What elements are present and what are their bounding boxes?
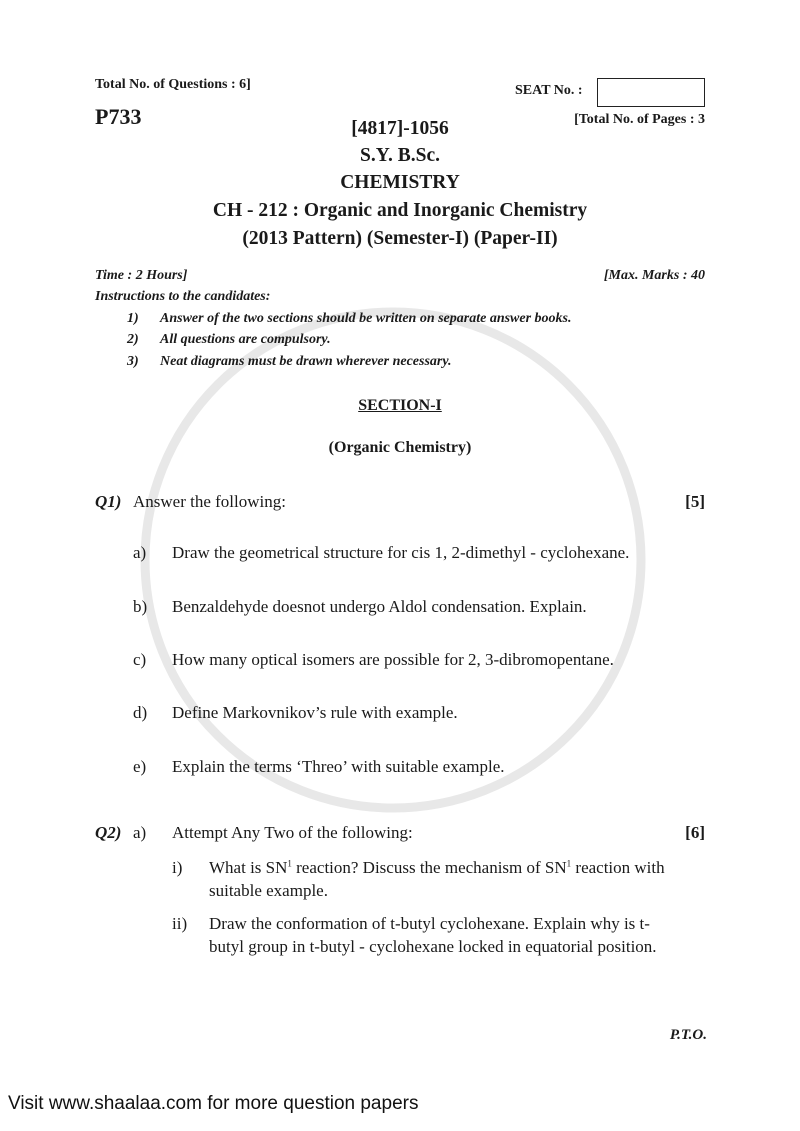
- time: Time : 2 Hours]: [95, 268, 188, 283]
- text-segment: reaction? Discuss the mechanism of SN: [291, 858, 567, 877]
- paper-title: CH - 212 : Organic and Inorganic Chemistry: [212, 200, 588, 221]
- instruction-text: Answer of the two sections should be written on separate answer books.: [160, 311, 572, 326]
- q1-part-label: a): [133, 543, 147, 562]
- total-questions: Total No. of Questions : 6]: [95, 77, 251, 92]
- q1-part-label: d): [133, 703, 148, 722]
- instruction-text: Neat diagrams must be drawn wherever necessary.: [160, 354, 452, 369]
- q1-part-label: c): [133, 650, 147, 669]
- q2-part-label: a): [133, 823, 147, 842]
- text-segment: What is SN: [209, 858, 288, 877]
- q1-part-text: Explain the terms ‘Threo’ with suitable example.: [172, 757, 505, 776]
- superscript: 1: [287, 858, 292, 869]
- q1-part-text: Benzaldehyde doesnot undergo Aldol condensation. Explain.: [172, 597, 587, 616]
- q2-subpart-label: ii): [172, 914, 188, 933]
- instruction-num: 1): [127, 311, 139, 326]
- instruction-text: All questions are compulsory.: [160, 332, 331, 347]
- max-marks: [Max. Marks : 40: [603, 268, 705, 283]
- q1-marks: [5]: [685, 492, 705, 511]
- q1-part-label: e): [133, 757, 147, 776]
- text-segment: reaction with: [571, 858, 665, 877]
- pto: P.T.O.: [669, 1027, 707, 1043]
- exam-code: [4817]-1056: [351, 118, 449, 139]
- seat-label: SEAT No. :: [515, 83, 583, 98]
- pattern: (2013 Pattern) (Semester-I) (Paper-II): [242, 228, 558, 249]
- q1-part-label: b): [133, 597, 148, 616]
- course: S.Y. B.Sc.: [359, 145, 441, 166]
- section-subtitle: (Organic Chemistry): [328, 439, 472, 456]
- subject: CHEMISTRY: [340, 172, 460, 193]
- paper-code: P733: [95, 104, 142, 129]
- q2-subpart-text: [209, 859, 665, 876]
- q1-number: Q1): [95, 492, 122, 511]
- instruction-num: 2): [127, 332, 139, 347]
- superscript: 1: [566, 858, 572, 869]
- q2-subpart-text-cont: butyl group in t-butyl - cyclohexane locked in equatorial position.: [209, 937, 657, 956]
- instruction-num: 3): [127, 354, 139, 369]
- q2-marks: [6]: [685, 823, 705, 842]
- instructions-heading: Instructions to the candidates:: [95, 289, 271, 304]
- seat-number-box[interactable]: [597, 78, 705, 107]
- total-pages: [Total No. of Pages : 3: [574, 112, 705, 127]
- q1-part-text: Draw the geometrical structure for cis 1, 2-dimethyl - cyclohexane.: [172, 543, 630, 562]
- section-title: SECTION-I: [358, 397, 442, 414]
- footer-link[interactable]: Visit www.shaalaa.com for more question papers: [8, 1093, 419, 1114]
- q2-subpart-text: Draw the conformation of t-butyl cyclohexane. Explain why is t-: [209, 914, 650, 933]
- q2-text: Attempt Any Two of the following:: [172, 823, 413, 842]
- q1-part-text: Define Markovnikov’s rule with example.: [172, 703, 458, 722]
- q2-subpart-text-cont: suitable example.: [209, 881, 328, 900]
- q2-subpart-label: i): [172, 858, 183, 877]
- q2-number: Q2): [95, 823, 122, 842]
- q1-part-text: How many optical isomers are possible for 2, 3-dibromopentane.: [172, 650, 614, 669]
- q1-text: Answer the following:: [133, 492, 286, 511]
